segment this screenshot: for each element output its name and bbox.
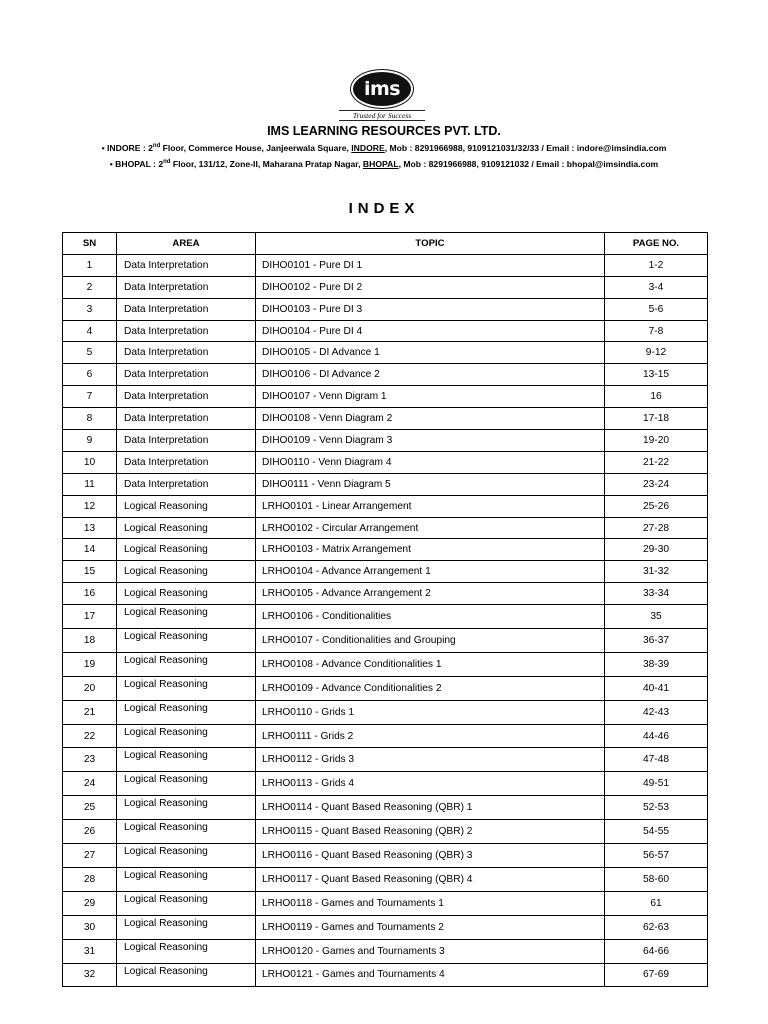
cell-area: Logical Reasoning [117,796,256,820]
table-row [63,629,708,653]
cell-topic: LRHO0106 - Conditionalities [256,605,605,629]
cell-page: 1-2 [605,254,708,276]
cell-area: Logical Reasoning [117,539,256,561]
table-row [63,276,708,298]
table-row [63,430,708,452]
cell-page: 31-32 [605,561,708,583]
cell-topic: LRHO0113 - Grids 4 [256,772,605,796]
cell-sn: 19 [63,652,117,676]
cell-area: Logical Reasoning [117,939,256,963]
cell-topic: DIHO0109 - Venn Diagram 3 [256,430,605,452]
cell-page: 40-41 [605,676,708,700]
cell-topic: LRHO0103 - Matrix Arrangement [256,539,605,561]
cell-area: Logical Reasoning [117,652,256,676]
cell-sn: 7 [63,386,117,408]
cell-area: Data Interpretation [117,276,256,298]
cell-page: 35 [605,605,708,629]
city-underlined: BHOPAL [362,159,399,169]
cell-sn: 12 [63,495,117,517]
cell-page: 49-51 [605,772,708,796]
cell-page: 61 [605,891,708,915]
cell-sn: 18 [63,629,117,653]
cell-page: 29-30 [605,539,708,561]
cell-sn: 24 [63,772,117,796]
cell-topic: LRHO0115 - Quant Based Reasoning (QBR) 2 [256,820,605,844]
cell-sn: 13 [63,517,117,539]
cell-topic: LRHO0104 - Advance Arrangement 1 [256,561,605,583]
logo-tagline: Trusted for Success [339,110,425,121]
cell-topic: LRHO0120 - Games and Tournaments 3 [256,939,605,963]
table-row [63,796,708,820]
cell-topic: LRHO0101 - Linear Arrangement [256,495,605,517]
table-row [63,342,708,364]
cell-area: Logical Reasoning [117,676,256,700]
cell-sn: 27 [63,844,117,868]
cell-area: Logical Reasoning [117,700,256,724]
ims-logo [339,70,425,121]
cell-page: 62-63 [605,915,708,939]
cell-sn: 8 [63,408,117,430]
cell-area: Data Interpretation [117,473,256,495]
cell-page: 23-24 [605,473,708,495]
header-topic: TOPIC [256,233,605,255]
cell-area: Logical Reasoning [117,583,256,605]
city-underlined: INDORE [351,143,385,153]
cell-sn: 11 [63,473,117,495]
cell-page: 42-43 [605,700,708,724]
table-row [63,386,708,408]
table-row [63,891,708,915]
table-row [63,451,708,473]
cell-area: Data Interpretation [117,342,256,364]
cell-area: Logical Reasoning [117,517,256,539]
bullet: • [101,143,105,153]
cell-page: 19-20 [605,430,708,452]
bullet: • [109,159,113,169]
cell-page: 47-48 [605,748,708,772]
cell-topic: LRHO0110 - Grids 1 [256,700,605,724]
table-row [63,473,708,495]
cell-topic: DIHO0111 - Venn Diagram 5 [256,473,605,495]
cell-topic: LRHO0116 - Quant Based Reasoning (QBR) 3 [256,844,605,868]
bhopal-address [0,159,768,169]
header-area: AREA [117,233,256,255]
separator: : [140,143,149,153]
table-row [63,254,708,276]
table-row [63,320,708,342]
table-row [63,364,708,386]
cell-page: 3-4 [605,276,708,298]
cell-area: Data Interpretation [117,364,256,386]
table-row [63,700,708,724]
cell-sn: 9 [63,430,117,452]
cell-sn: 28 [63,867,117,891]
cell-area: Logical Reasoning [117,867,256,891]
cell-sn: 15 [63,561,117,583]
cell-area: Data Interpretation [117,408,256,430]
cell-area: Logical Reasoning [117,629,256,653]
table-row [63,772,708,796]
table-row [63,748,708,772]
table-row [63,820,708,844]
cell-page: 33-34 [605,583,708,605]
cell-topic: LRHO0118 - Games and Tournaments 1 [256,891,605,915]
address-text: Floor, 131/12, Zone-II, Maharana Pratap Nagar, [170,159,363,169]
cell-topic: LRHO0109 - Advance Conditionalities 2 [256,676,605,700]
table-row [63,963,708,987]
address-text: Floor, Commerce House, Janjeerwala Square, [160,143,352,153]
cell-sn: 21 [63,700,117,724]
cell-sn: 6 [63,364,117,386]
cell-sn: 30 [63,915,117,939]
cell-sn: 32 [63,963,117,987]
cell-topic: LRHO0105 - Advance Arrangement 2 [256,583,605,605]
cell-area: Logical Reasoning [117,844,256,868]
separator: : [150,159,159,169]
cell-topic: DIHO0107 - Venn Digram 1 [256,386,605,408]
cell-sn: 2 [63,276,117,298]
cell-area: Logical Reasoning [117,495,256,517]
cell-area: Logical Reasoning [117,963,256,987]
table-row [63,561,708,583]
table-row [63,583,708,605]
cell-topic: DIHO0106 - DI Advance 2 [256,364,605,386]
cell-page: 21-22 [605,451,708,473]
cell-area: Logical Reasoning [117,605,256,629]
cell-page: 44-46 [605,724,708,748]
table-row [63,724,708,748]
cell-topic: LRHO0111 - Grids 2 [256,724,605,748]
floor-number: 2 [148,143,153,153]
contact-text: , Mob : 8291966988, 9109121032 / Email : bhopal@imsindia.com [398,159,659,169]
cell-topic: LRHO0108 - Advance Conditionalities 1 [256,652,605,676]
cell-page: 64-66 [605,939,708,963]
cell-area: Logical Reasoning [117,891,256,915]
cell-sn: 5 [63,342,117,364]
cell-page: 58-60 [605,867,708,891]
table-row [63,652,708,676]
cell-topic: DIHO0104 - Pure DI 4 [256,320,605,342]
cell-area: Data Interpretation [117,430,256,452]
cell-topic: LRHO0114 - Quant Based Reasoning (QBR) 1 [256,796,605,820]
cell-area: Logical Reasoning [117,724,256,748]
cell-page: 17-18 [605,408,708,430]
cell-area: Logical Reasoning [117,772,256,796]
cell-page: 52-53 [605,796,708,820]
cell-sn: 4 [63,320,117,342]
cell-topic: DIHO0108 - Venn Diagram 2 [256,408,605,430]
cell-page: 54-55 [605,820,708,844]
floor-superscript: nd [163,159,171,166]
cell-topic: LRHO0121 - Games and Tournaments 4 [256,963,605,987]
table-row [63,915,708,939]
cell-topic: LRHO0107 - Conditionalities and Grouping [256,629,605,653]
floor-superscript: nd [152,143,161,150]
cell-topic: LRHO0117 - Quant Based Reasoning (QBR) 4 [256,867,605,891]
cell-area: Data Interpretation [117,320,256,342]
cell-topic: DIHO0102 - Pure DI 2 [256,276,605,298]
cell-sn: 26 [63,820,117,844]
cell-page: 5-6 [605,298,708,320]
table-row [63,539,708,561]
index-table [62,232,708,987]
header-page-no: PAGE NO. [605,233,708,255]
table-row [63,495,708,517]
cell-area: Logical Reasoning [117,915,256,939]
floor-number: 2 [158,159,164,169]
cell-topic: LRHO0119 - Games and Tournaments 2 [256,915,605,939]
cell-area: Data Interpretation [117,451,256,473]
cell-topic: LRHO0102 - Circular Arrangement [256,517,605,539]
cell-sn: 25 [63,796,117,820]
index-title: INDEX [348,200,420,217]
table-header-row [63,233,708,255]
table-row [63,939,708,963]
cell-area: Data Interpretation [117,254,256,276]
cell-sn: 20 [63,676,117,700]
table-row [63,844,708,868]
cell-area: Data Interpretation [117,386,256,408]
cell-area: Data Interpretation [117,298,256,320]
cell-page: 36-37 [605,629,708,653]
cell-page: 67-69 [605,963,708,987]
cell-sn: 17 [63,605,117,629]
cell-sn: 1 [63,254,117,276]
cell-area: Logical Reasoning [117,820,256,844]
cell-page: 9-12 [605,342,708,364]
header-sn: SN [63,233,117,255]
cell-topic: DIHO0110 - Venn Diagram 4 [256,451,605,473]
cell-topic: DIHO0103 - Pure DI 3 [256,298,605,320]
cell-sn: 31 [63,939,117,963]
cell-area: Logical Reasoning [117,748,256,772]
contact-text: , Mob : 8291966988, 9109121031/32/33 / Email : indore@imsindia.com [384,143,667,153]
indore-address [0,143,768,153]
cell-sn: 29 [63,891,117,915]
city-label: BHOPAL [115,159,151,169]
city-label: INDORE [107,143,141,153]
cell-sn: 14 [63,539,117,561]
ims-logo-mark: ims [351,70,413,108]
cell-topic: LRHO0112 - Grids 3 [256,748,605,772]
cell-sn: 16 [63,583,117,605]
table-row [63,605,708,629]
cell-page: 25-26 [605,495,708,517]
table-body [63,254,708,987]
cell-area: Logical Reasoning [117,561,256,583]
table-row [63,517,708,539]
table-row [63,298,708,320]
cell-page: 13-15 [605,364,708,386]
cell-topic: DIHO0101 - Pure DI 1 [256,254,605,276]
cell-sn: 22 [63,724,117,748]
cell-topic: DIHO0105 - DI Advance 1 [256,342,605,364]
cell-sn: 3 [63,298,117,320]
cell-sn: 10 [63,451,117,473]
table-row [63,676,708,700]
table-row [63,408,708,430]
cell-page: 27-28 [605,517,708,539]
cell-sn: 23 [63,748,117,772]
cell-page: 56-57 [605,844,708,868]
cell-page: 38-39 [605,652,708,676]
cell-page: 7-8 [605,320,708,342]
cell-page: 16 [605,386,708,408]
table-row [63,867,708,891]
company-name: IMS LEARNING RESOURCES PVT. LTD. [267,124,501,138]
